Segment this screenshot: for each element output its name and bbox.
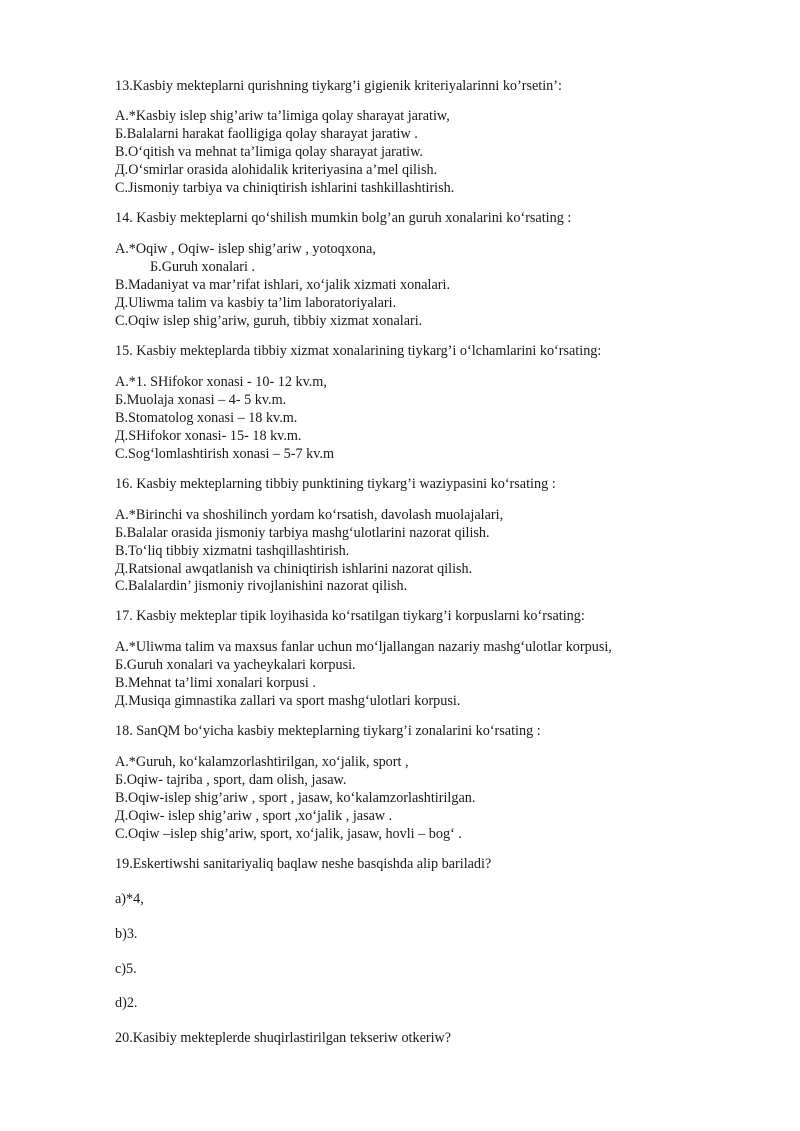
question-16-title: 16. Kasbiy mekteplarning tibbiy punktining tiykarg’i waziypasini ko‘rsating : — [115, 476, 556, 492]
question-18-option-a: A.*Guruh, ko‘kalamzorlashtirilgan, xo‘jalik, sport , — [115, 754, 409, 770]
question-18-option-e: C.Oqiw –islep shig’ariw, sport, xo‘jalik, jasaw, hovli – bog‘ . — [115, 826, 462, 842]
question-13-option-d: Д.O‘smirlar orasida alohidalik kriteriyasina a’mel qilish. — [115, 162, 438, 178]
question-16-option-b: Б.Balalar orasida jismoniy tarbiya mashg‘ulotlarini nazorat qilish. — [115, 525, 490, 541]
question-15-option-b: Б.Muolaja xonasi – 4- 5 kv.m. — [115, 392, 287, 408]
question-19-title: 19.Eskertiwshi sanitariyaliq baqlaw neshe basqishda alip bariladi? — [115, 856, 492, 872]
question-18-title: 18. SanQM bo‘yicha kasbiy mekteplarning tiykarg’i zonalarini ko‘rsating : — [115, 723, 541, 739]
question-19-option-a: a)*4, — [115, 891, 144, 907]
question-17-option-a: A.*Uliwma talim va maxsus fanlar uchun mo‘ljallangan nazariy mashg‘ulotlar korpusi, — [115, 639, 612, 655]
question-13-option-a: A.*Kasbiy islep shig’ariw ta’limiga qolay sharayat jaratiw, — [115, 108, 450, 124]
question-20-title: 20.Kasibiy mekteplerde shuqirlastirilgan tekseriw otkeriw? — [115, 1030, 452, 1046]
question-15-option-e: C.Sog‘lomlashtirish xonasi – 5-7 kv.m — [115, 446, 334, 462]
question-14-option-a: A.*Oqiw , Oqiw- islep shig’ariw , yotoqxona, — [115, 241, 376, 257]
question-18-option-c: B.Oqiw-islep shig’ariw , sport , jasaw, ko‘kalamzorlashtirilgan. — [115, 790, 476, 806]
question-19-option-c: c)5. — [115, 961, 137, 977]
question-18-option-d: Д.Oqiw- islep shig’ariw , sport ,xo‘jalik , jasaw . — [115, 808, 393, 824]
question-15-option-d: Д.SHifokor xonasi- 15- 18 kv.m. — [115, 428, 302, 444]
question-13-option-c: B.O‘qitish va mehnat ta’limiga qolay sharayat jaratiw. — [115, 144, 423, 160]
question-17-option-c: B.Mehnat ta’limi xonalari korpusi . — [115, 675, 316, 691]
question-15-title: 15. Kasbiy mekteplarda tibbiy xizmat xonalarining tiykarg’i o‘lchamlarini ko‘rsating: — [115, 343, 602, 359]
question-17-title: 17. Kasbiy mekteplar tipik loyihasida ko‘rsatilgan tiykarg’i korpuslarni ko‘rsating: — [115, 608, 585, 624]
question-14-option-b: Б.Guruh xonalari . — [150, 259, 256, 275]
question-16-option-a: A.*Birinchi va shoshilinch yordam ko‘rsatish, davolash muolajalari, — [115, 507, 504, 523]
question-13-option-e: C.Jismoniy tarbiya va chiniqtirish ishlarini tashkillashtirish. — [115, 180, 455, 196]
question-14-option-c: B.Madaniyat va mar’rifat ishlari, xo‘jalik xizmati xonalari. — [115, 277, 451, 293]
question-15-option-a: A.*1. SHifokor xonasi - 10- 12 kv.m, — [115, 374, 327, 390]
question-13-option-b: Б.Balalarni harakat faolligiga qolay sharayat jaratiw . — [115, 126, 418, 142]
question-14-title: 14. Kasbiy mekteplarni qo‘shilish mumkin bolg’an guruh xonalarini ko‘rsating : — [115, 210, 572, 226]
question-16-option-e: C.Balalardin’ jismoniy rivojlanishini nazorat qilish. — [115, 578, 408, 594]
question-14-option-e: C.Oqiw islep shig’ariw, guruh, tibbiy xizmat xonalari. — [115, 313, 423, 329]
question-14-option-d: Д.Uliwma talim va kasbiy ta’lim laboratoriyalari. — [115, 295, 397, 311]
question-18-option-b: Б.Oqiw- tajriba , sport, dam olish, jasaw. — [115, 772, 347, 788]
question-13-title: 13.Kasbiy mekteplarni qurishning tiykarg’i gigienik kriteriyalarinni ko’rsetin’: — [115, 78, 562, 94]
question-16-option-d: Д.Ratsional awqatlanish va chiniqtirish ishlarini nazorat qilish. — [115, 561, 473, 577]
question-17-option-b: Б.Guruh xonalari va yacheykalari korpusi. — [115, 657, 356, 673]
question-19-option-b: b)3. — [115, 926, 138, 942]
question-16-option-c: B.To‘liq tibbiy xizmatni tashqillashtirish. — [115, 543, 350, 559]
question-19-option-d: d)2. — [115, 995, 138, 1011]
question-15-option-c: B.Stomatolog xonasi – 18 kv.m. — [115, 410, 298, 426]
question-17-option-d: Д.Musiqa gimnastika zallari va sport mashg‘ulotlari korpusi. — [115, 693, 461, 709]
